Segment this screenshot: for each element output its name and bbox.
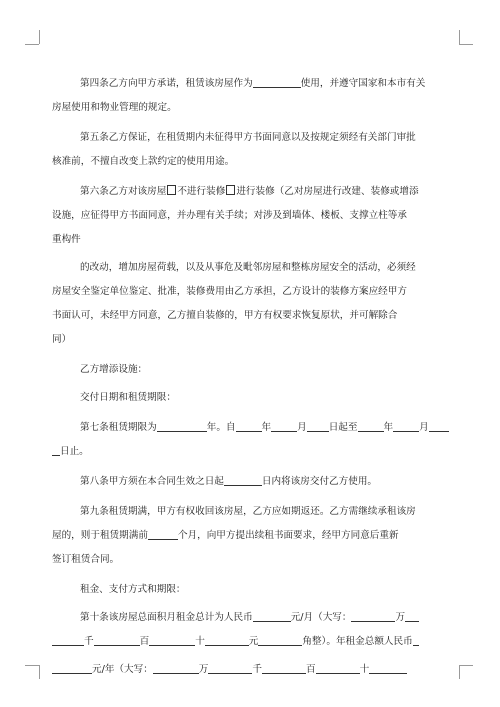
fill-in-blank [358, 420, 384, 432]
fill-in-blank [351, 610, 395, 622]
text-line [52, 228, 452, 252]
text-run: 乙方增添设施： [80, 364, 148, 375]
fill-in-blank [205, 634, 249, 646]
fill-in-blank [307, 420, 329, 432]
text-run: 第七条租赁期限为 [80, 422, 157, 433]
fill-in-blank [149, 634, 195, 646]
text-run: 签订租赁合同。 [52, 554, 120, 565]
text-line [52, 180, 452, 204]
text-line [52, 280, 452, 304]
fill-in-blank [148, 528, 178, 540]
fill-in-blank [224, 474, 262, 486]
text-run: 千 [84, 636, 94, 647]
fill-in-blank [413, 634, 419, 646]
text-run: 房屋使用和物业管理的规定。 [52, 102, 177, 113]
text-run: 房屋安全鉴定单位鉴定、批准，装修费用由乙方承担，乙方设计的装修方案应经甲方 [52, 286, 407, 297]
text-run: 日内将该房交付乙方使用。 [261, 476, 378, 487]
text-line [52, 386, 452, 410]
fill-in-blank [94, 634, 140, 646]
text-run: 同） [52, 334, 72, 345]
text-line [52, 440, 452, 464]
text-line [52, 150, 452, 174]
text-line [52, 630, 452, 654]
text-run: 十 [195, 636, 205, 647]
text-run: 元 [248, 636, 259, 647]
text-run: 使用，并遵守国家和本市有关 [300, 78, 426, 89]
fill-in-blank [369, 662, 407, 674]
text-run: 进行装修（乙对房屋进行改建、装修或增添 [236, 186, 419, 197]
text-run: 日止。 [60, 446, 89, 457]
text-run: 第六条乙方对该房屋 [80, 186, 167, 197]
text-run: 第十条该房屋总面积月租金总计为人民币 [80, 612, 253, 623]
fill-in-blank [253, 76, 301, 88]
text-run: 租金、支付方式和期限： [80, 584, 186, 595]
fill-in-blank [262, 662, 306, 674]
text-run: 月 [297, 422, 307, 433]
text-line [52, 470, 452, 494]
text-run: 第四条乙方向甲方承诺，租赁该房屋作为 [80, 78, 253, 89]
fill-in-blank [236, 420, 262, 432]
text-run: 百 [305, 664, 316, 675]
document-page [52, 60, 452, 682]
text-run: 书面认可，未经甲方同意，乙方擅自装修的，甲方有权要求恢复原状，并可解除合 [52, 310, 398, 321]
text-line [52, 606, 452, 630]
text-line [52, 358, 452, 382]
fill-in-blank [316, 662, 360, 674]
fill-in-blank [52, 634, 84, 646]
checkbox-icon [167, 185, 176, 195]
text-line [52, 578, 452, 602]
fill-in-blank [429, 420, 449, 432]
text-line [52, 126, 452, 150]
text-run: 万 [198, 664, 209, 675]
fill-in-blank [208, 662, 252, 674]
text-run: 年 [383, 422, 394, 433]
fill-in-blank [405, 610, 419, 622]
text-line [52, 500, 452, 524]
text-run: 日起至 [328, 422, 358, 433]
text-run: 不进行装修 [177, 186, 226, 197]
fill-in-blank [253, 610, 291, 622]
text-run: 月 [419, 422, 429, 433]
text-run: 第五条乙方保证，在租赁期内未征得甲方书面同意以及按规定须经有关部门审批 [80, 132, 416, 143]
text-run: 核准前，不擅自改变上款约定的使用用途。 [52, 156, 235, 167]
fill-in-blank [271, 420, 297, 432]
text-run: 年。自 [206, 422, 236, 433]
text-run: 千 [252, 664, 262, 675]
text-run: 重构件 [52, 234, 81, 245]
text-run: 十 [359, 664, 370, 675]
text-run: 的改动，增加房屋荷载，以及从事危及毗邻房屋和整栋房屋安全的活动，必须经 [80, 262, 416, 273]
text-run: 第八条甲方须在本合同生效之日起 [80, 476, 224, 487]
fill-in-blank [157, 420, 207, 432]
text-line [52, 256, 452, 280]
text-line [52, 658, 452, 682]
text-line [52, 416, 452, 440]
text-run: 设施，应征得甲方书面同意，并办理有关手续；对涉及到墙体、楼板、支撑立柱等承 [52, 210, 407, 221]
fill-in-blank [52, 444, 60, 456]
fill-in-blank [393, 420, 419, 432]
text-run: 元/月（大写： [290, 612, 352, 623]
text-line [52, 548, 452, 572]
text-run: 元/年（大写： [92, 664, 153, 675]
text-line [52, 524, 452, 548]
text-line [52, 96, 452, 120]
text-run: 万 [395, 612, 406, 623]
text-line [52, 204, 452, 228]
fill-in-blank [153, 662, 199, 674]
fill-in-blank [52, 662, 92, 674]
text-run: 年 [261, 422, 272, 433]
text-run: 个月，向甲方提出续租书面要求，经甲方同意后重新 [177, 530, 399, 541]
text-line [52, 72, 452, 96]
text-run: 屋的，则于租赁期满前 [52, 530, 148, 541]
text-run: 第九条租赁期满，甲方有权收回该房屋，乙方应如期返还。乙方需继续承租该房 [80, 506, 416, 517]
text-run: 百 [139, 636, 150, 647]
checkbox-icon [226, 185, 235, 195]
text-run: 角整）。年租金总额人民币 [302, 636, 413, 647]
fill-in-blank [258, 634, 302, 646]
text-run: 交付日期和租赁期限： [80, 392, 176, 403]
text-line [52, 328, 452, 352]
text-line [52, 304, 452, 328]
